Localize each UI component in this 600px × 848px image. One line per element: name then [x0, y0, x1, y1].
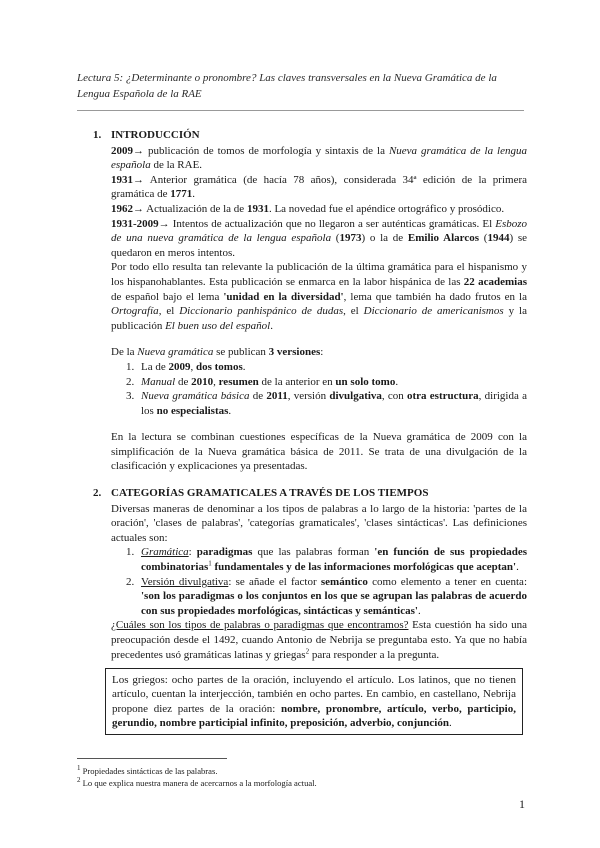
book-title: El buen uso del español: [165, 319, 271, 332]
spacer: [111, 333, 527, 345]
text: De la: [111, 346, 138, 359]
text: : se añade el factor: [228, 575, 321, 588]
footnote-2: [77, 777, 527, 789]
arrow-icon: →: [133, 173, 144, 186]
book-title: Manual: [141, 375, 176, 388]
header-rule: [77, 110, 524, 111]
text: de: [175, 375, 192, 388]
emphasis: 3 versiones: [268, 346, 321, 359]
year-range: 1931-2009: [111, 217, 159, 230]
spacer: [111, 474, 527, 486]
text: :: [188, 546, 197, 559]
section-2-heading: [93, 486, 527, 501]
arrow-icon: →: [158, 217, 170, 230]
running-header: Lectura 5: ¿Determinante o pronombre? Las claves transversales en la Nueva Gramática de la Lengua Española de la RAE: [77, 72, 497, 100]
section-1-title: INTRODUCCIÓN: [111, 129, 200, 141]
emphasis: resumen: [218, 375, 259, 388]
text: Actualización de la de: [144, 202, 247, 215]
timeline-2009: [111, 144, 527, 173]
text: que las palabras forman: [252, 546, 375, 559]
version-item-1: [137, 360, 527, 375]
versions-intro: [111, 345, 527, 360]
question-paragraph: [111, 618, 527, 662]
year: 1944: [487, 232, 510, 245]
text: , el: [158, 305, 180, 318]
year-1962: 1962: [111, 202, 133, 215]
book-title: Nueva gramática básica: [141, 390, 250, 403]
paragraph-relevance: [111, 260, 527, 333]
text: .: [242, 360, 246, 373]
text: publicación de tomos de morfología y sintaxis de la: [144, 144, 389, 157]
footnote-text: Lo que explica nuestra manera de acercarnos a la morfología actual.: [80, 778, 317, 788]
term: Gramática: [141, 546, 189, 559]
text: , dirigida a los: [141, 390, 527, 417]
text: Los griegos: ocho partes de la oración, incluyendo el artículo. Los latinos, que no tienen artículo, cuentan la interjección, también en ocho partes. En cambio, en castellano, Nebrija propone diez partes de la oración:: [112, 674, 516, 715]
footnote-rule: [77, 758, 227, 759]
text: como elemento a tener en cuenta:: [367, 575, 527, 588]
author: Emilio Alarcos: [407, 232, 480, 245]
text: .: [448, 716, 452, 729]
footnote-text: Propiedades sintácticas de las palabras.: [80, 766, 218, 776]
text: y la publicación: [111, 305, 527, 332]
emphasis: semántico: [320, 575, 368, 588]
footnote-1: [77, 765, 527, 777]
year-1931: 1931: [111, 173, 133, 186]
emphasis: divulgativa: [329, 390, 382, 403]
definition-item-2: [137, 575, 527, 619]
footnotes: [77, 758, 527, 789]
motto: 'unidad en la diversidad': [223, 290, 344, 303]
text: .: [516, 561, 519, 574]
parts-list: nombre, pronombre, artículo, verbo, participio, gerundio, nombre participial infinito, preposición, adverbio, conjunción: [112, 702, 516, 729]
text: de español bajo el lema: [111, 290, 224, 303]
text: Anterior gramática (de hacía 78 años), considerada 34ª edición de la primera gramática de: [111, 173, 527, 201]
book-title: Esbozo de una nueva gramática de la lengua española: [111, 217, 527, 245]
book-title: Nueva gramática: [137, 346, 214, 359]
emphasis: un solo tomo: [335, 375, 396, 388]
text: de la RAE.: [150, 159, 203, 172]
emphasis: otra estructura: [407, 390, 479, 403]
page-number: 1: [519, 797, 525, 811]
document-body: [93, 128, 527, 735]
text: , versión: [287, 390, 330, 403]
spacer: [111, 418, 527, 430]
text: .: [417, 604, 421, 617]
definition-item-1: [137, 545, 527, 574]
emphasis: paradigmas: [196, 546, 253, 559]
paragraph-closing: En la lectura se combinan cuestiones específicas de la Nueva gramática de 2009 con la simplificación de la Nueva gramática básica de 2011. Se trata de una divulgación de la clasificación y explicaciones ya presentadas.: [111, 431, 527, 473]
term: Versión divulgativa: [141, 575, 229, 588]
text: , el: [343, 305, 364, 318]
timeline-1962: [111, 202, 527, 217]
text: .: [192, 188, 195, 201]
emphasis: 22 academias: [463, 275, 527, 288]
text: .: [395, 375, 399, 388]
section-2-title: CATEGORÍAS GRAMATICALES A TRAVÉS DE LOS TIEMPOS: [111, 487, 429, 500]
section-2-number: 2.: [93, 487, 102, 500]
arrow-icon: →: [133, 144, 144, 157]
footnote-number: 1: [77, 764, 81, 773]
definitions-list: [111, 545, 527, 618]
section-2-intro: Diversas maneras de denominar a los tipos de palabras a lo largo de la historia: 'partes de la oración', 'clases de palabras', 'categorías gramaticales', 'clases sintácticas'. Las definiciones actuales son:: [111, 502, 527, 544]
version-item-2: [137, 375, 527, 390]
emphasis: 2010: [191, 375, 214, 388]
text: .: [270, 319, 273, 332]
versions-list: [111, 360, 527, 418]
section-1-number: 1.: [93, 129, 102, 141]
text: (: [331, 232, 340, 245]
book-title: Ortografía: [111, 305, 159, 318]
text: :: [320, 346, 324, 359]
footnote-ref: 1: [208, 559, 212, 568]
text: ,: [190, 360, 196, 373]
book-title: Diccionario panhispánico de dudas: [179, 305, 344, 318]
text: se publican: [213, 346, 269, 359]
text: de la anterior en: [258, 375, 336, 388]
year-1931: 1931: [246, 202, 269, 215]
section-1-heading: [93, 128, 527, 143]
text: La de: [141, 360, 169, 373]
question: ¿Cuáles son los tipos de palabras o paradigmas que encontramos?: [111, 619, 409, 632]
emphasis: dos tomos: [195, 360, 243, 373]
text: Esta cuestión ha sido una preocupación desde el 1492, cuando Antonio de Nebrija se preguntaba esto. Ya que no había precedentes usó gramáticas latinas y griegas: [111, 619, 527, 661]
quote: 'son los paradigmas o los conjuntos en los que se agrupan las palabras de acuerdo con sus propiedades morfológicas, sintácticas y semánticas': [141, 590, 527, 617]
text: ,: [213, 375, 219, 388]
arrow-icon: →: [133, 202, 144, 215]
year-2009: 2009: [111, 144, 133, 157]
text: ) se quedaron en meros intentos.: [111, 232, 527, 259]
text: Intentos de actualización que no llegaron a ser auténticas gramáticas. El: [169, 217, 496, 230]
book-title: Nueva gramática de la lengua española: [111, 144, 527, 172]
footnote-number: 2: [77, 776, 81, 785]
text: para responder a la pregunta.: [309, 648, 440, 661]
timeline-1931-2009: [111, 217, 527, 261]
book-title: Diccionario de americanismos: [363, 305, 504, 318]
emphasis: 2011: [266, 390, 288, 403]
quote: fundamentales y de las informaciones morfológicas que aceptan': [211, 561, 517, 574]
version-item-3: [137, 389, 527, 418]
footnote-ref: 2: [305, 646, 310, 655]
text: , lema que también ha dado frutos en la: [343, 290, 527, 303]
year-1771: 1771: [170, 188, 193, 201]
year: 1973: [339, 232, 362, 245]
parts-of-speech-box: [105, 668, 523, 735]
text: ) o la de: [361, 232, 408, 245]
timeline-1931: [111, 173, 527, 202]
emphasis: 2009: [168, 360, 191, 373]
text: de: [249, 390, 267, 403]
emphasis: no especialistas: [156, 404, 229, 417]
text: .: [228, 404, 232, 417]
text: Por todo ello resulta tan relevante la publicación de la última gramática para el hispanismo y los hispanohablantes. Esta publicación se enmarca en la labor hispánica de las: [111, 261, 527, 288]
text: (: [479, 232, 488, 245]
text: . La novedad fue el apéndice ortográfico y prosódico.: [268, 202, 505, 215]
text: , con: [381, 390, 408, 403]
quote: 'en función de sus propiedades combinatorias: [141, 546, 527, 574]
